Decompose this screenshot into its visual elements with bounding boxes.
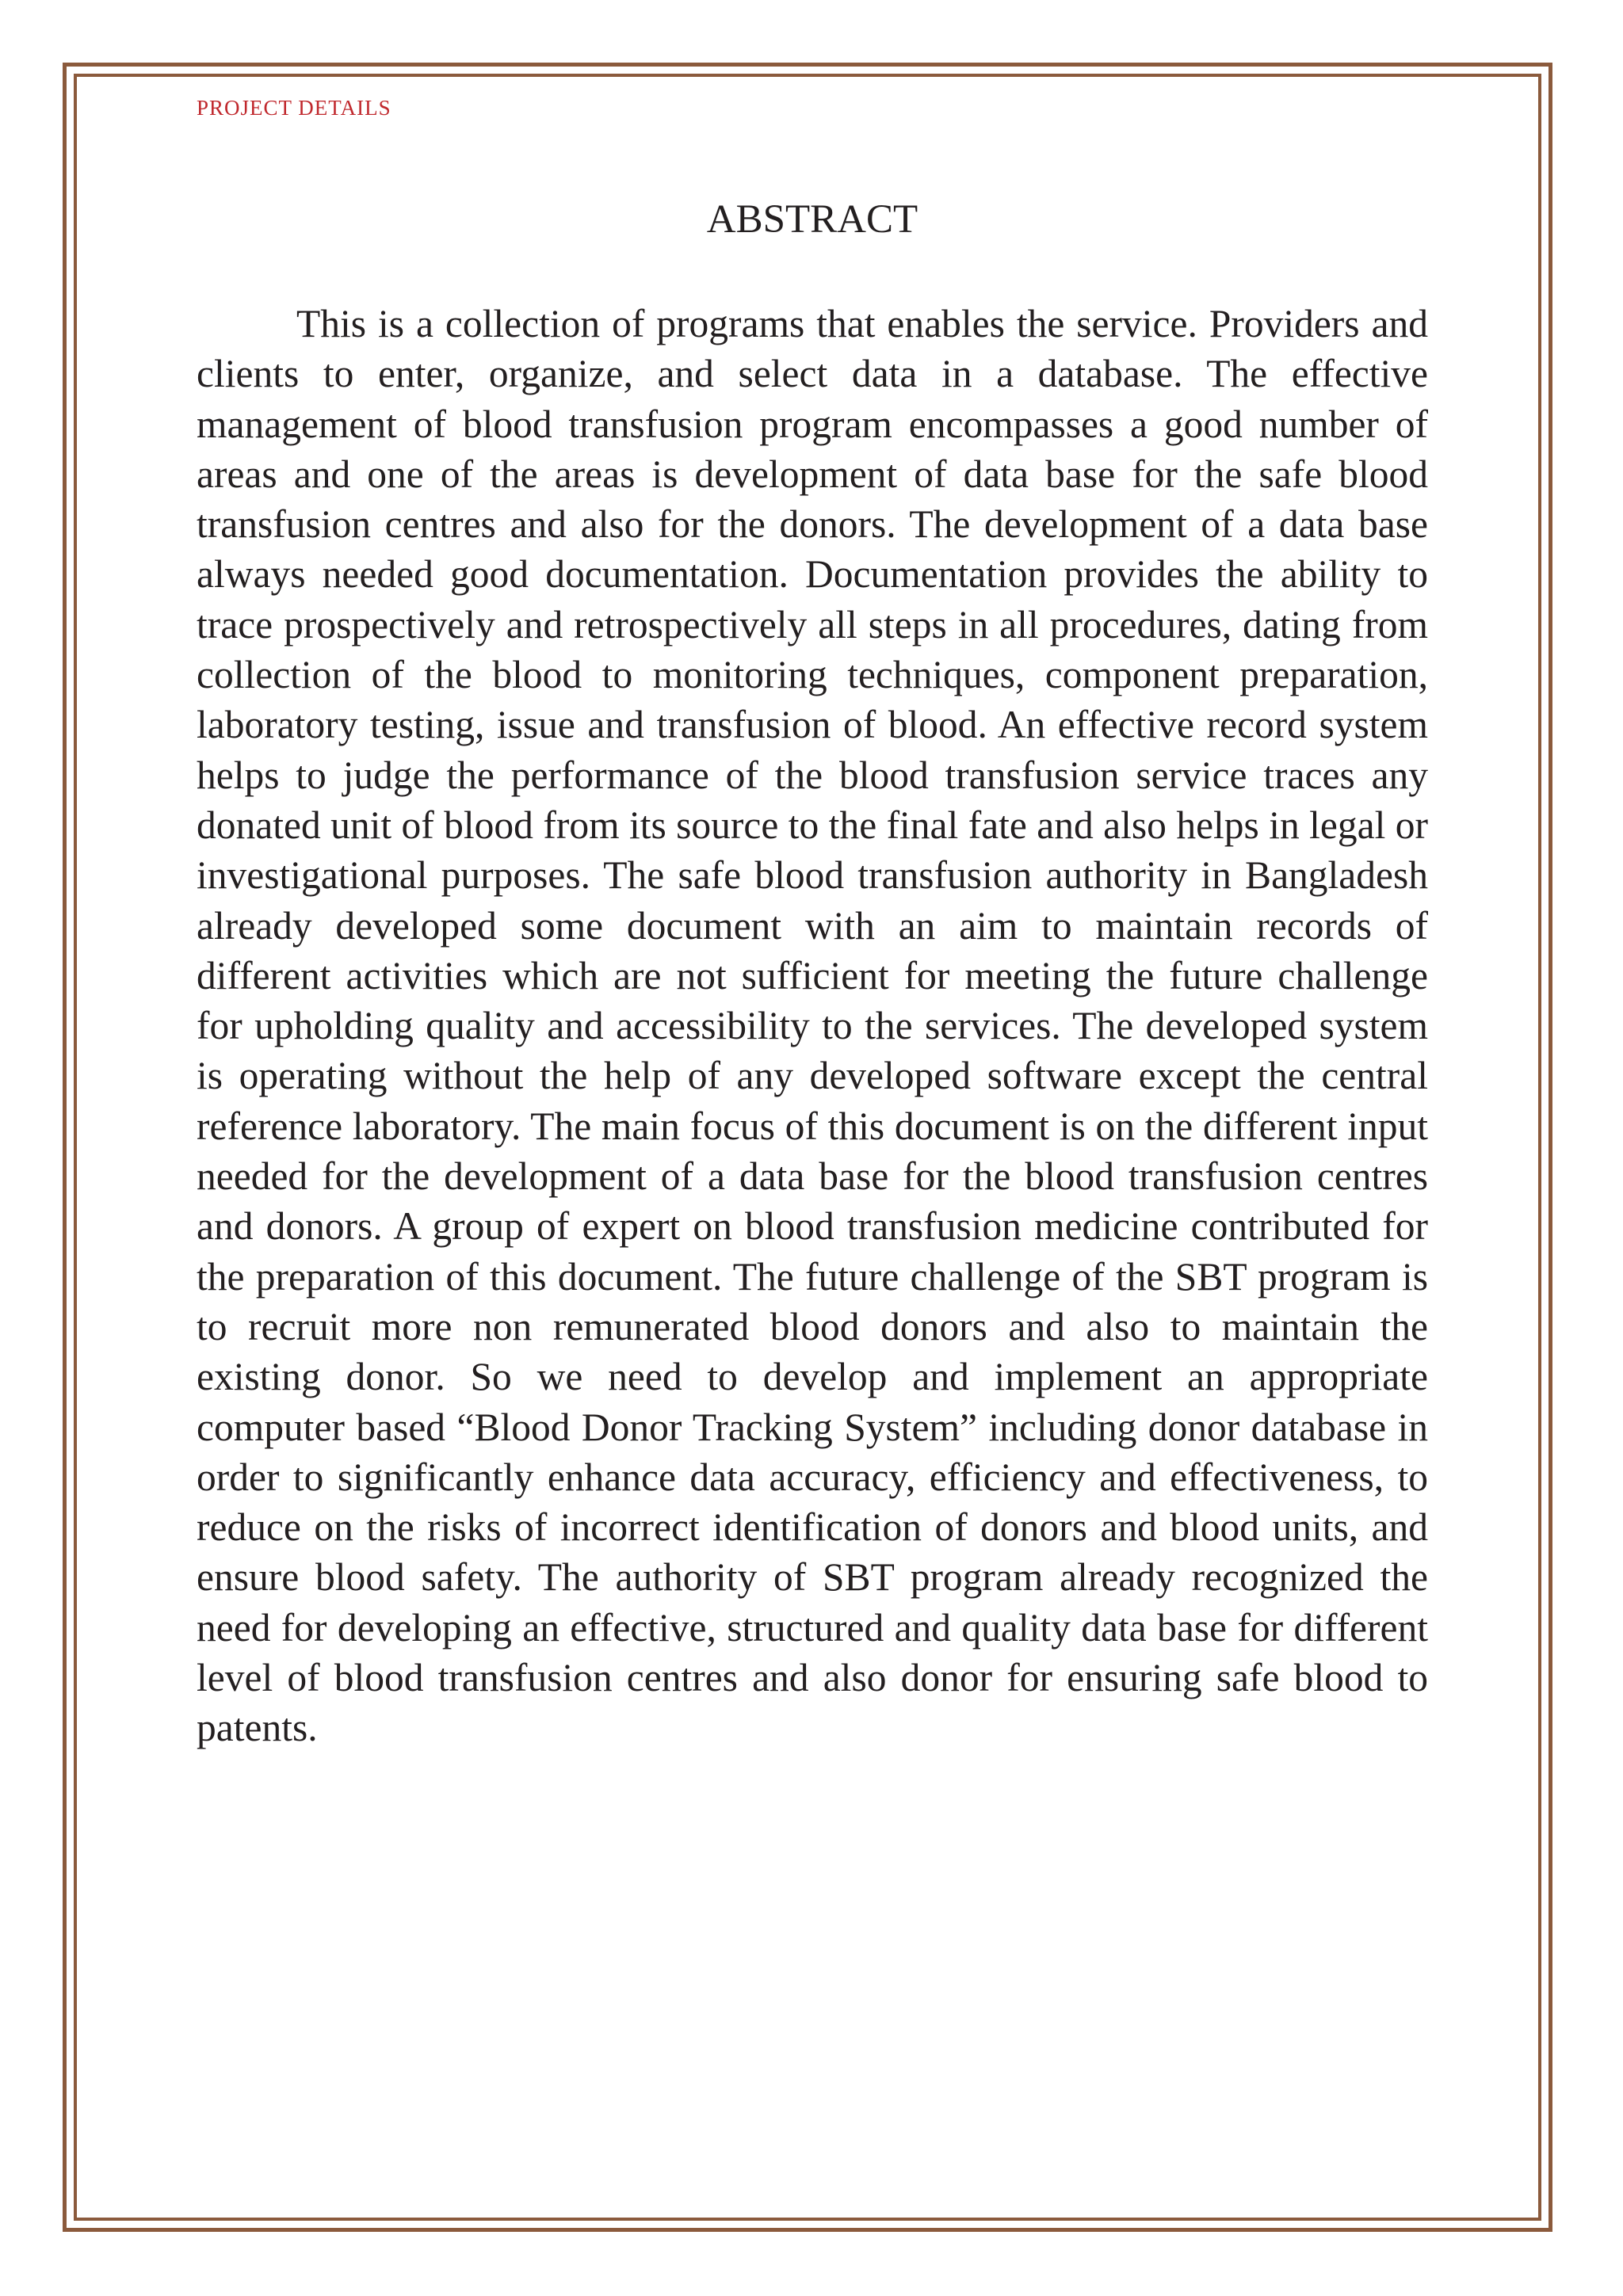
section-header-label: PROJECT DETAILS — [197, 96, 391, 120]
document-title: ABSTRACT — [706, 197, 918, 242]
abstract-paragraph: This is a collection of programs that enables the service. Providers and clients to enter, organize, and select data in a database. The effective management of blood transfusion program encompasses a good number of areas and one of the areas is development of data base for the safe blood transfusion centres and also for the donors. The development of a data base always needed good documentation. Documentation provides the ability to trace prospectively and retrospectively all steps in all procedures, dating from collection of the blood to monitoring techniques, component preparation, laboratory testing, issue and transfusion of blood. An effective record system helps to judge the performance of the blood transfusion service traces any donated unit of blood from its source to the final fate and also helps in legal or investigational purposes. The safe blood transfusion authority in Bangladesh already developed some document with an aim to maintain records of different activities which are not sufficient for meeting the future challenge for upholding quality and accessibility to the services. The developed system is operating without the help of any developed software except the central reference laboratory. The main focus of this document is on the different input needed for the development of a data base for the blood transfusion centres and donors. A group of expert on blood transfusion medicine contributed for the preparation of this document. The future challenge of the SBT program is to recruit more non remunerated blood donors and also to maintain the existing donor. So we need to develop and implement an appropriate computer based “Blood Donor Tracking System” including donor database in order to significantly enhance data accuracy, efficiency and effectiveness, to reduce on the risks of incorrect identification of donors and blood units, and ensure blood safety. The authority of SBT program already recognized the need for developing an effective, structured and quality data base for different level of blood transfusion centres and also donor for ensuring safe blood to patents. — [197, 302, 1428, 1750]
